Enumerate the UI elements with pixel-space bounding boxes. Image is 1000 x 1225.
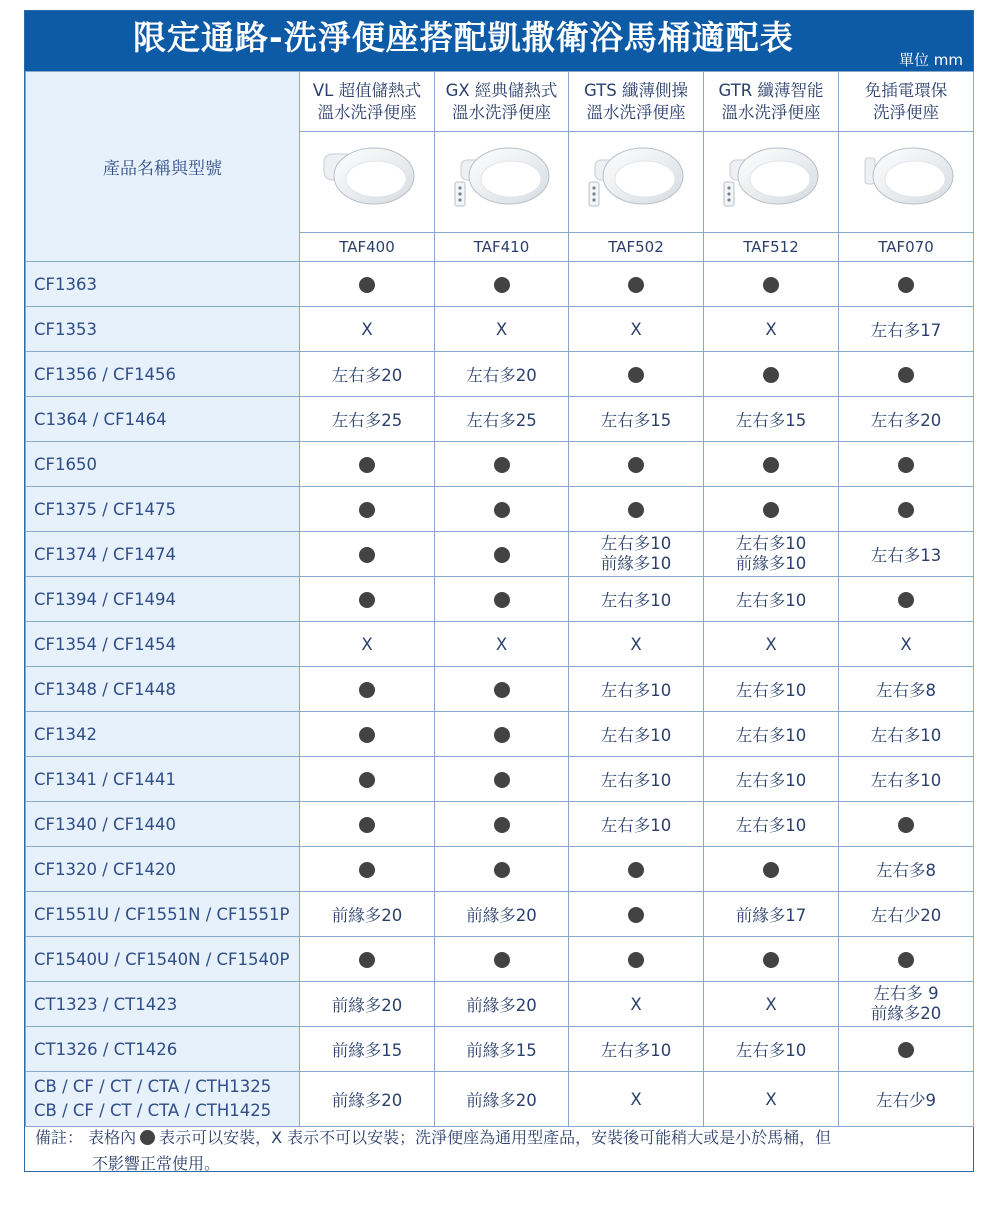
toilet-model: C1364 / CF1464	[26, 397, 300, 442]
product-code: TAF070	[839, 233, 974, 262]
fit-cell	[300, 577, 435, 622]
table-row	[26, 622, 974, 667]
fit-dot-icon	[494, 727, 510, 743]
toilet-model: CF1341 / CF1441	[26, 757, 300, 802]
fit-cell: X	[704, 1072, 839, 1127]
fit-cell	[569, 487, 704, 532]
fit-cell	[435, 577, 569, 622]
toilet-model: CF1394 / CF1494	[26, 577, 300, 622]
fit-cell	[300, 712, 435, 757]
fit-dot-icon	[628, 277, 644, 293]
fit-dot-icon	[494, 592, 510, 608]
fit-cell	[839, 577, 974, 622]
product-code: TAF512	[704, 233, 839, 262]
fit-dot-icon	[763, 277, 779, 293]
fit-cell: 左右多10	[569, 712, 704, 757]
fit-cell: 左右少9	[839, 1072, 974, 1127]
fit-dot-icon	[763, 502, 779, 518]
toilet-model: CT1326 / CT1426	[26, 1027, 300, 1072]
product-image-cell	[704, 132, 839, 233]
fit-cell	[300, 262, 435, 307]
fit-cell: 前緣多20	[435, 892, 569, 937]
fit-cell: X	[569, 622, 704, 667]
fit-cell	[435, 937, 569, 982]
fit-cell	[704, 847, 839, 892]
fit-cell-line: 前緣多10	[735, 554, 807, 573]
fit-dot-icon	[359, 952, 375, 968]
fit-cell: 前緣多15	[435, 1027, 569, 1072]
fit-cell: 左右多10	[704, 712, 839, 757]
fit-cell: 左右多17	[839, 307, 974, 352]
product-code: TAF410	[435, 233, 569, 262]
table-row	[26, 667, 974, 712]
fit-cell: 前緣多20	[300, 982, 435, 1027]
table-row	[26, 892, 974, 937]
fit-dot-icon	[359, 502, 375, 518]
fit-dot-icon	[898, 952, 914, 968]
footnote	[25, 1128, 973, 1173]
fit-cell	[839, 352, 974, 397]
fit-cell	[839, 802, 974, 847]
fit-dot-icon	[628, 952, 644, 968]
fit-cell	[435, 847, 569, 892]
toilet-seat-image-icon	[716, 132, 826, 212]
fit-dot-icon	[359, 457, 375, 473]
fit-cell	[300, 847, 435, 892]
fit-cell	[569, 262, 704, 307]
fit-cell: X	[569, 982, 704, 1027]
fit-dot-icon	[359, 862, 375, 878]
fit-cell	[704, 487, 839, 532]
toilet-model	[26, 1072, 300, 1127]
fit-dot-icon	[494, 682, 510, 698]
table-row	[26, 262, 974, 307]
fit-dot-icon	[628, 367, 644, 383]
fit-cell: 左右多8	[839, 847, 974, 892]
toilet-model-line: CB / CF / CT / CTA / CTH1425	[34, 1101, 272, 1120]
fit-cell: X	[704, 982, 839, 1027]
fit-cell	[569, 937, 704, 982]
fit-cell: 左右多20	[839, 397, 974, 442]
product-image-cell	[435, 132, 569, 233]
legend-dot-icon	[140, 1130, 155, 1145]
fit-cell: 左右多10	[704, 577, 839, 622]
toilet-model: CF1340 / CF1440	[26, 802, 300, 847]
note-text-2: 表示可以安裝，X 表示不可以安裝；洗淨便座為通用型產品，安裝後可能稍大或是小於馬桶，但	[159, 1128, 832, 1147]
fit-dot-icon	[898, 367, 914, 383]
fit-cell: 左右多10	[839, 712, 974, 757]
fit-dot-icon	[494, 862, 510, 878]
fit-cell: 左右多10	[569, 1027, 704, 1072]
fit-cell	[300, 532, 435, 577]
fit-dot-icon	[494, 457, 510, 473]
fit-cell	[300, 802, 435, 847]
fit-dot-icon	[494, 502, 510, 518]
fit-dot-icon	[628, 502, 644, 518]
fit-cell: 左右多20	[300, 352, 435, 397]
page-title: 限定通路-洗淨便座搭配凱撒衛浴馬桶適配表	[133, 18, 794, 57]
table-row	[26, 487, 974, 532]
fit-cell: 左右多13	[839, 532, 974, 577]
table-row	[26, 712, 974, 757]
title-banner	[25, 11, 973, 71]
fit-cell	[435, 667, 569, 712]
fit-cell: X	[300, 622, 435, 667]
fit-cell: X	[435, 622, 569, 667]
fit-dot-icon	[359, 817, 375, 833]
fit-cell	[300, 757, 435, 802]
product-image-cell	[839, 132, 974, 233]
product-name-taf502: GTS 纖薄側操 溫水洗淨便座	[569, 72, 704, 132]
fit-dot-icon	[898, 277, 914, 293]
fit-cell: 前緣多20	[435, 982, 569, 1027]
product-code: TAF400	[300, 233, 435, 262]
fit-cell	[704, 262, 839, 307]
product-name-taf400: VL 超值儲熱式 溫水洗淨便座	[300, 72, 435, 132]
fit-cell: 左右多25	[435, 397, 569, 442]
fit-cell: 前緣多20	[300, 892, 435, 937]
toilet-seat-image-icon	[447, 132, 557, 212]
product-image-cell	[569, 132, 704, 233]
fit-dot-icon	[494, 952, 510, 968]
fit-dot-icon	[359, 592, 375, 608]
fit-cell: 左右多10	[704, 1027, 839, 1072]
table-row	[26, 352, 974, 397]
fit-cell	[839, 982, 974, 1027]
table-row	[26, 847, 974, 892]
fit-cell: X	[704, 622, 839, 667]
fit-cell	[839, 1027, 974, 1072]
note-text-1: 表格內	[88, 1128, 137, 1147]
fit-cell: 左右多10	[704, 667, 839, 712]
fit-cell: 左右多25	[300, 397, 435, 442]
toilet-seat-image-icon	[312, 132, 422, 212]
toilet-model: CF1551U / CF1551N / CF1551P	[26, 892, 300, 937]
fit-cell-line: 前緣多10	[600, 554, 672, 573]
fit-cell	[435, 442, 569, 487]
fit-cell	[704, 532, 839, 577]
product-image-cell	[300, 132, 435, 233]
fit-dot-icon	[763, 952, 779, 968]
fit-cell: X	[300, 307, 435, 352]
fit-cell: X	[704, 307, 839, 352]
fit-cell: 左右多20	[435, 352, 569, 397]
fit-cell	[435, 712, 569, 757]
product-name-taf410: GX 經典儲熱式 溫水洗淨便座	[435, 72, 569, 132]
unit-label: 單位 mm	[899, 51, 963, 69]
fit-dot-icon	[494, 277, 510, 293]
fit-cell: 左右多10	[839, 757, 974, 802]
fit-dot-icon	[628, 862, 644, 878]
fit-cell	[569, 892, 704, 937]
toilet-model: CF1353	[26, 307, 300, 352]
fit-cell	[435, 532, 569, 577]
fit-table-frame	[24, 10, 974, 1172]
toilet-model: CF1320 / CF1420	[26, 847, 300, 892]
fit-dot-icon	[494, 772, 510, 788]
fit-dot-icon	[763, 367, 779, 383]
fit-cell	[704, 442, 839, 487]
toilet-model-line: CB / CF / CT / CTA / CTH1325	[34, 1077, 272, 1096]
fit-cell: X	[839, 622, 974, 667]
compatibility-table	[25, 71, 974, 1127]
toilet-model: CF1374 / CF1474	[26, 532, 300, 577]
fit-dot-icon	[763, 457, 779, 473]
product-code: TAF502	[569, 233, 704, 262]
toilet-model: CF1354 / CF1454	[26, 622, 300, 667]
note-label: 備註：	[35, 1128, 84, 1147]
fit-cell: 左右多8	[839, 667, 974, 712]
fit-dot-icon	[494, 817, 510, 833]
table-row	[26, 802, 974, 847]
table-row	[26, 442, 974, 487]
toilet-seat-image-icon	[581, 132, 691, 212]
fit-cell: X	[569, 307, 704, 352]
fit-cell: 前緣多15	[300, 1027, 435, 1072]
fit-cell-line: 左右多10	[735, 534, 807, 553]
fit-cell: 左右多10	[704, 802, 839, 847]
table-row	[26, 397, 974, 442]
fit-cell	[704, 937, 839, 982]
fit-cell: 前緣多17	[704, 892, 839, 937]
fit-cell-line: 左右多10	[600, 534, 672, 553]
fit-dot-icon	[628, 907, 644, 923]
fit-dot-icon	[359, 682, 375, 698]
fit-cell: 左右多10	[569, 802, 704, 847]
table-row	[26, 1027, 974, 1072]
note-text-3: 不影響正常使用。	[92, 1154, 221, 1173]
toilet-seat-image-icon	[851, 132, 961, 212]
table-row	[26, 1072, 974, 1127]
fit-cell	[435, 487, 569, 532]
fit-dot-icon	[359, 772, 375, 788]
fit-cell	[435, 757, 569, 802]
table-row	[26, 937, 974, 982]
fit-cell: 左右多15	[704, 397, 839, 442]
fit-cell	[300, 937, 435, 982]
fit-cell: 左右多10	[569, 667, 704, 712]
table-row	[26, 982, 974, 1027]
product-name-taf512: GTR 纖薄智能 溫水洗淨便座	[704, 72, 839, 132]
fit-cell: 左右少20	[839, 892, 974, 937]
toilet-model: CF1342	[26, 712, 300, 757]
table-row	[26, 532, 974, 577]
fit-dot-icon	[359, 547, 375, 563]
fit-cell	[839, 262, 974, 307]
fit-cell: X	[435, 307, 569, 352]
fit-dot-icon	[359, 277, 375, 293]
product-name-header: 產品名稱與型號	[26, 72, 300, 262]
fit-cell: 左右多15	[569, 397, 704, 442]
table-row	[26, 757, 974, 802]
fit-cell: 前緣多20	[300, 1072, 435, 1127]
fit-cell	[839, 937, 974, 982]
fit-cell	[839, 442, 974, 487]
toilet-model: CF1356 / CF1456	[26, 352, 300, 397]
fit-cell: 左右多10	[569, 757, 704, 802]
fit-cell	[300, 442, 435, 487]
fit-cell: 左右多10	[704, 757, 839, 802]
fit-dot-icon	[628, 457, 644, 473]
fit-cell	[435, 262, 569, 307]
fit-cell	[435, 802, 569, 847]
fit-cell	[569, 532, 704, 577]
fit-dot-icon	[898, 1042, 914, 1058]
toilet-model: CF1375 / CF1475	[26, 487, 300, 532]
fit-cell	[704, 352, 839, 397]
fit-dot-icon	[898, 592, 914, 608]
fit-dot-icon	[494, 547, 510, 563]
toilet-model: CF1363	[26, 262, 300, 307]
toilet-model: CF1650	[26, 442, 300, 487]
toilet-model: CF1348 / CF1448	[26, 667, 300, 712]
fit-cell-line: 前緣多20	[870, 1004, 942, 1023]
fit-cell	[300, 667, 435, 712]
fit-cell	[569, 442, 704, 487]
table-row	[26, 577, 974, 622]
fit-dot-icon	[763, 862, 779, 878]
fit-cell: X	[569, 1072, 704, 1127]
fit-cell	[569, 847, 704, 892]
toilet-model: CT1323 / CT1423	[26, 982, 300, 1027]
fit-cell-line: 左右多 9	[873, 984, 939, 1003]
fit-cell: 前緣多20	[435, 1072, 569, 1127]
fit-dot-icon	[359, 727, 375, 743]
fit-cell: 左右多10	[569, 577, 704, 622]
table-row	[26, 307, 974, 352]
fit-cell	[839, 487, 974, 532]
fit-cell	[569, 352, 704, 397]
fit-dot-icon	[898, 457, 914, 473]
product-name-taf070: 免插電環保 洗淨便座	[839, 72, 974, 132]
toilet-model: CF1540U / CF1540N / CF1540P	[26, 937, 300, 982]
fit-cell	[300, 487, 435, 532]
fit-dot-icon	[898, 817, 914, 833]
fit-dot-icon	[898, 502, 914, 518]
